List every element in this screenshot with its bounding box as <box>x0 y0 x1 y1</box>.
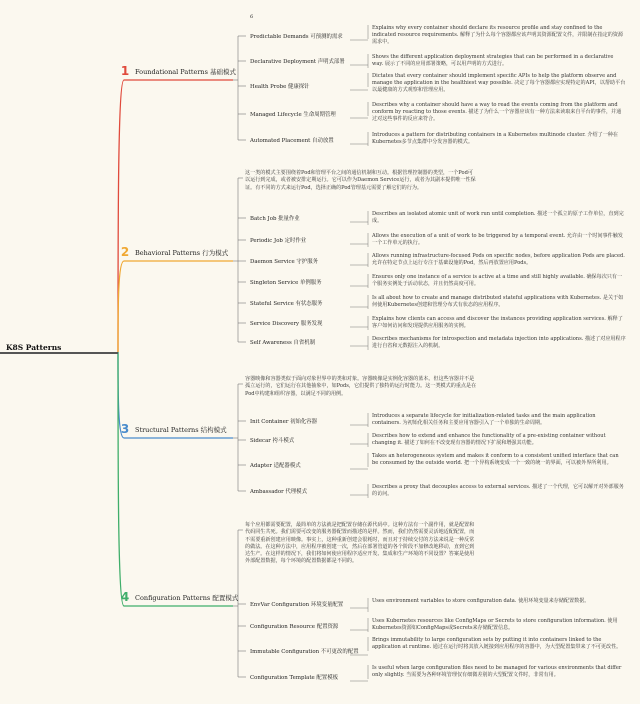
pattern-item[interactable]: Service Discovery 服务发现 <box>250 321 323 327</box>
top-mark: 6 <box>250 14 254 20</box>
pattern-description: Takes an heterogeneous system and makes it conform to a consistent unified interface that can be consumed by the outside world. 把一个异构系统变成一个一致的统一的界面，可以被外界所利用。 <box>372 453 619 466</box>
pattern-description: Introduces a separate lifecycle for initialization-related tasks and the main application containers. 为初始化相关任务和主要应用容器引入了一个单独的生命周期。 <box>372 413 596 426</box>
pattern-item[interactable]: Predictable Demands 可预测的需求 <box>250 34 343 40</box>
category-intro: 容器映像和容器类似于面向对象世界中的类和对象。容器映像是实例化容器的蓝本。但这些容器并不是孤立运行的，它们运行在其他抽象中，如Pods，它们提供了独特的运行时能力。这一类模式的重点是在Pod中构建和组织容器，以满足不同的用例。 <box>245 376 477 397</box>
category-number: 2 <box>120 245 130 259</box>
pattern-item[interactable]: Self Awareness 自省机制 <box>250 340 316 346</box>
pattern-item[interactable]: Immutable Configuration 不可更改的配置 <box>250 649 359 655</box>
pattern-description: Brings immutability to large configuration sets by putting it into containers linked to the application at runtime. 通过在运行时将其放入链接到应用程序的容器中，为大型配置集带来了不可更改性。 <box>372 637 622 650</box>
pattern-item[interactable]: Daemon Service 守护服务 <box>250 259 318 265</box>
root-branch-2 <box>118 261 124 352</box>
pattern-item[interactable]: Declarative Deployment 声明式部署 <box>250 59 345 65</box>
root-branch-1 <box>118 80 124 352</box>
pattern-description: Introduces a pattern for distributing containers in a Kubernetes multinode cluster. 介绍了一种在Kubernetes多节点集群中分发容器的模式。 <box>372 132 618 145</box>
pattern-item[interactable]: Managed Lifecycle 生命周期管理 <box>250 112 336 118</box>
pattern-description: Allows the execution of a unit of work to be triggered by a temporal event. 允许由一个时间事件触发一个工作单元的执行。 <box>372 233 623 246</box>
pattern-description: Is useful when large configuration files need to be managed for various environments that differ only slightly. 当需要为各种环境管理仅有细微差别的大型配置文件时，非常有用。 <box>372 665 622 678</box>
pattern-item[interactable]: Adapter 适配器模式 <box>250 463 301 469</box>
root-node: K8S Patterns <box>6 343 62 352</box>
category-intro: 每个应用都需要配置，最简单的方法就是把配置存储在源代码中。这种方法有一个副作用，就是配置和代码同生共死。我们需要可改变的服务器配置而描述的是样。然而，我们仍然需要灵活地适配配置，而不需要重新创建应用映像。事实上，这种重新创建会很耗时，而且对于持续交付的方法来说是一种反常的做法。在这种方法中，应用程序被创建一次，然后在部署管道的各个阶段不加修改地移动，直到它到达生产。在这样的情况下，我们将如何使应用程序适应开发、集成和生产环境的不同设置？答案是使用外部配置数据，每个环境的配置数据都是不同的。 <box>245 522 475 565</box>
pattern-description: Shows the different application deployment strategies that can be performed in a declarative way. 展示了不同的应用部署策略，可以用声明的方式进行。 <box>372 54 614 67</box>
category-label: Foundational Patterns 基础模式 <box>135 68 237 76</box>
category-number: 1 <box>120 64 130 78</box>
pattern-item[interactable]: Periodic Job 定时作业 <box>250 238 307 244</box>
pattern-description: Describes a proxy that decouples access to external services. 描述了一个代理，它可以解开对外部服务的访问。 <box>372 484 624 497</box>
pattern-description: Describes mechanisms for introspection and metadata injection into applications. 描述了对应用程序进行自省和元数据注入的机制。 <box>372 336 626 349</box>
category-3[interactable] <box>120 423 227 436</box>
category-label: Structural Patterns 结构模式 <box>135 426 227 434</box>
pattern-item[interactable]: Batch Job 批量作业 <box>250 216 300 222</box>
pattern-description: Allows running infrastructure-focused Pods on specific nodes, before application Pods are placed. 允许在特定节点上运行专注于基础设施的Pod，然后再放置应用Pods。 <box>372 253 625 266</box>
category-label: Behavioral Patterns 行为模式 <box>135 249 229 257</box>
pattern-item[interactable]: Configuration Template 配置模板 <box>250 675 338 681</box>
category-1[interactable] <box>120 65 236 78</box>
category-2[interactable] <box>120 246 228 259</box>
pattern-item[interactable]: EnvVar Configuration 环境变量配置 <box>250 602 344 608</box>
pattern-item[interactable]: Init Container 初始化容器 <box>250 419 318 425</box>
root-underline <box>0 352 118 354</box>
pattern-item[interactable]: Ambassador 代理模式 <box>250 489 307 495</box>
pattern-description: Explains why every container should declare its resource profile and stay confined to the indicated resource requirements. 解释了为什么每个容器都应该声明其资源配置文件，并限制在指定的资源需求中。 <box>372 25 624 45</box>
pattern-item[interactable]: Singleton Service 单例服务 <box>250 280 322 286</box>
pattern-description: Describes why a container should have a way to read the events coming from the platform and conform by reacting to those events. 描述了为什么一个容器应该有一种方法来读取来自平台的事件，并通过对这些事件的反应来符合。 <box>372 102 622 122</box>
pattern-description: Explains how clients can access and discover the instances providing application services. 解释了客户如何访问和发现提供应用服务的实例。 <box>372 316 623 329</box>
pattern-item[interactable]: Health Probe 健康探针 <box>250 84 310 90</box>
root-branch-4 <box>118 352 124 606</box>
pattern-description: Uses Kubernetes resources like ConfigMaps or Secrets to store configuration information. 使用Kubernetes资源如ConfigMaps或Secrets来存储配置信息。 <box>372 618 618 631</box>
pattern-description: Is all about how to create and manage distributed stateful applications with Kubernetes. 是关于如何使用Kubernetes创建和管理分布式有状态的应用程序。 <box>372 295 624 308</box>
category-number: 3 <box>120 422 130 436</box>
pattern-description: Uses environment variables to store configuration data. 使用环境变量来存储配置数据。 <box>372 598 590 604</box>
pattern-description: Describes an isolated atomic unit of work run until completion. 描述一个孤立的原子工作单位，直到完成。 <box>372 211 624 224</box>
pattern-item[interactable]: Sidecar 挎斗模式 <box>250 438 295 444</box>
category-intro: 这一类的模式主要围绕着Pod和管理平台之间的通信机制和互动。根据管理控制器的类型，一个Pod可以运行到完成，或者被安排定期运行。它可以作为Daemon Service运行，或者为其副本提供唯一性保证。有不同的方式来运行Pod，选择正确的Pod管理基元需要了解它们的行为。 <box>245 170 476 191</box>
pattern-item[interactable]: Stateful Service 有状态服务 <box>250 301 323 307</box>
pattern-description: Describes how to extend and enhance the functionality of a pre-existing container without changing it. 描述了如何在不改变现有容器的情况下扩展和增强其功能。 <box>372 433 606 446</box>
pattern-description: Ensures only one instance of a service is active at a time and still highly available. 确保每次只有一个服务实例处于活动状态，并且仍然高度可用。 <box>372 274 623 287</box>
category-label: Configuration Patterns 配置模式 <box>135 594 239 602</box>
category-4[interactable] <box>120 591 238 604</box>
pattern-item[interactable]: Automated Placement 自动放置 <box>250 138 334 144</box>
pattern-item[interactable]: Configuration Resource 配置资源 <box>250 624 339 630</box>
category-number: 4 <box>120 590 130 604</box>
pattern-description: Dictates that every container should implement specific APIs to help the platform observe and manage the application in the healthiest way possible. 决定了每个容器都应实现特定的API，以帮助平台以最健康的方式观察和管理应用。 <box>372 73 626 93</box>
